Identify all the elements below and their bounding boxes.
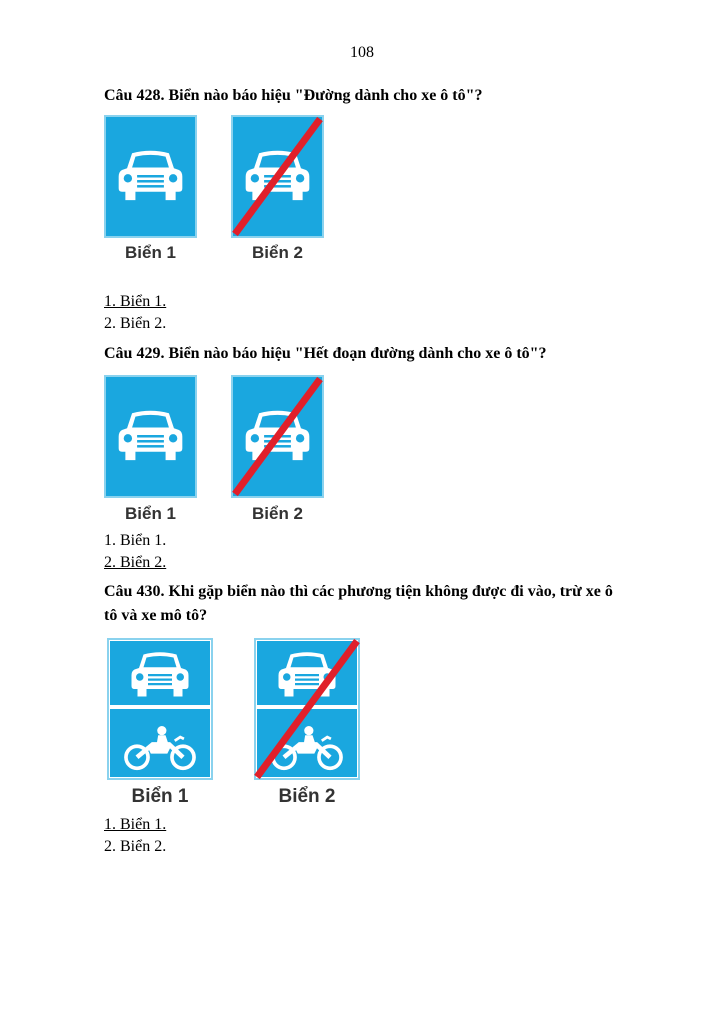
answer-q430-1[interactable]: 1. Biển 1. [104, 816, 167, 833]
question-429-title: Câu 429. Biển nào báo hiệu "Hết đoạn đường dành cho xe ô tô"? [104, 345, 547, 362]
sign-car-q429-1 [104, 375, 197, 498]
sign-caption-q428-1: Biển 1 [124, 243, 177, 262]
answer-q429-1[interactable]: 1. Biển 1. [104, 532, 167, 549]
page-number: 108 [350, 44, 374, 61]
sign-car-q428-1 [104, 115, 197, 238]
question-428-title: Câu 428. Biển nào báo hiệu "Đường dành cho xe ô tô"? [104, 87, 483, 104]
sign-car-end-q429-2 [231, 375, 324, 498]
sign-caption-q430-2: Biển 2 [278, 786, 336, 807]
question-430-title-line2: tô và xe mô tô? [104, 607, 208, 624]
sign-caption-q429-1: Biển 1 [124, 504, 177, 523]
sign-caption-q428-2: Biển 2 [251, 243, 304, 262]
sign-caption-q429-2: Biển 2 [251, 504, 304, 523]
sign-caption-q430-1: Biển 1 [131, 786, 189, 807]
sign-car-motorcycle-q430-1 [107, 638, 213, 780]
answer-q430-2[interactable]: 2. Biển 2. [104, 838, 167, 855]
sign-car-end-q428-2 [231, 115, 324, 238]
answer-q429-2[interactable]: 2. Biển 2. [104, 554, 167, 571]
question-430-title-line1: Câu 430. Khi gặp biển nào thì các phương tiện không được đi vào, trừ xe ô [104, 583, 613, 600]
answer-q428-2[interactable]: 2. Biển 2. [104, 315, 167, 332]
answer-q428-1[interactable]: 1. Biển 1. [104, 293, 167, 310]
sign-car-motorcycle-end-q430-2 [254, 638, 360, 780]
